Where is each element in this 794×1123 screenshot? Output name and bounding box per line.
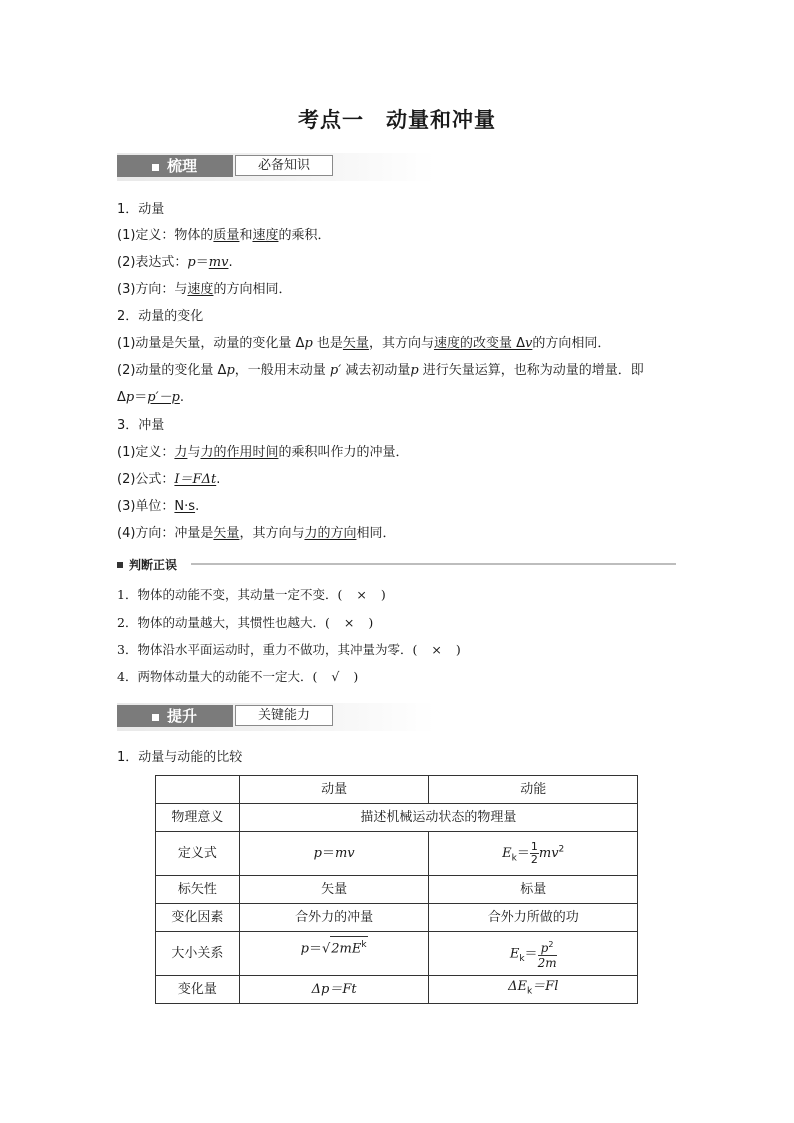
table-cell: 标量 bbox=[429, 876, 638, 904]
judge-item: 4．两物体动量大的动能不一定大．( √ ) bbox=[117, 669, 359, 684]
table-cell: 矢量 bbox=[239, 876, 429, 904]
table-row-label: 大小关系 bbox=[156, 932, 240, 976]
judge-heading: 判断正误 bbox=[117, 556, 177, 573]
table-cell: $E_k=$ $\frac{1}{2}$ $mv^2$ bbox=[429, 832, 638, 876]
table-row-label: 标矢性 bbox=[156, 876, 240, 904]
section3-formula: (2)公式：I＝FΔt. bbox=[117, 472, 221, 487]
section-banner-review bbox=[117, 153, 435, 181]
table-row bbox=[156, 932, 638, 976]
table-row bbox=[156, 776, 638, 804]
table-cell: p＝mv bbox=[239, 832, 429, 876]
table-cell: $E_k=$ $\frac{p^2}{2m}$ bbox=[429, 932, 638, 976]
banner-dark-label: 提升 bbox=[117, 705, 233, 727]
section3-unit: (3)单位：N·s. bbox=[117, 499, 200, 514]
table-row-label: 定义式 bbox=[156, 832, 240, 876]
square-bullet-icon bbox=[152, 714, 159, 721]
table-row-label: 变化量 bbox=[156, 976, 240, 1004]
section1-definition: (1)定义：物体的质量和速度的乘积． bbox=[117, 228, 331, 243]
table-cell: $p=√2mE^k$ bbox=[239, 932, 429, 976]
page-title bbox=[0, 104, 794, 134]
table-cell: Δp＝Ft bbox=[239, 976, 429, 1004]
banner-dark-label: 梳理 bbox=[117, 155, 233, 177]
section3-direction: (4)方向：冲量是矢量，其方向与力的方向相同． bbox=[117, 526, 396, 541]
section3-definition: (1)定义：力与力的作用时间的乘积叫作力的冲量． bbox=[117, 445, 409, 460]
title-part2: 动量和冲量 bbox=[386, 108, 496, 132]
comparison-table bbox=[155, 775, 638, 1004]
table-row bbox=[156, 904, 638, 932]
divider bbox=[191, 563, 676, 565]
table-cell: $\Delta E_k=Fl$ bbox=[429, 976, 638, 1004]
table-header: 动能 bbox=[429, 776, 638, 804]
table-cell: 合外力的冲量 bbox=[239, 904, 429, 932]
table-cell: 合外力所做的功 bbox=[429, 904, 638, 932]
table-header: 动量 bbox=[239, 776, 429, 804]
judge-item: 1．物体的动能不变，其动量一定不变．( × ) bbox=[117, 587, 386, 602]
table-cell: 描述机械运动状态的物理量 bbox=[239, 804, 637, 832]
table-row-label: 物理意义 bbox=[156, 804, 240, 832]
judge-item: 3．物体沿水平面运动时，重力不做功，其冲量为零．( × ) bbox=[117, 642, 461, 657]
section4-head: 1．动量与动能的比较 bbox=[117, 750, 243, 765]
table-cell bbox=[156, 776, 240, 804]
section1-direction: (3)方向：与速度的方向相同． bbox=[117, 282, 292, 297]
section3-head: 3．冲量 bbox=[117, 418, 165, 433]
banner-light-label: 必备知识 bbox=[235, 155, 333, 176]
section2-line1: (1)动量是矢量，动量的变化量 Δp 也是矢量，其方向与速度的改变量 Δv的方向相同． bbox=[117, 336, 611, 351]
judge-item: 2．物体的动量越大，其惯性也越大．( × ) bbox=[117, 615, 374, 630]
table-row bbox=[156, 804, 638, 832]
section2-head: 2．动量的变化 bbox=[117, 309, 204, 324]
section-banner-improve bbox=[117, 703, 435, 731]
section1-head: 1．动量 bbox=[117, 202, 165, 217]
square-bullet-icon bbox=[152, 164, 159, 171]
table-row bbox=[156, 976, 638, 1004]
section2-line2: (2)动量的变化量 Δp，一般用末动量 p′ 减去初动量p 进行矢量运算，也称为动量的增量．即 bbox=[117, 363, 644, 378]
title-part1: 考点一 bbox=[298, 108, 364, 132]
table-row bbox=[156, 832, 638, 876]
table-row bbox=[156, 876, 638, 904]
banner-light-label: 关键能力 bbox=[235, 705, 333, 726]
section2-line3: Δp＝p′－p. bbox=[117, 390, 184, 405]
table-row-label: 变化因素 bbox=[156, 904, 240, 932]
square-bullet-icon bbox=[117, 562, 123, 568]
section1-expression: (2)表达式：p＝mv. bbox=[117, 255, 233, 270]
